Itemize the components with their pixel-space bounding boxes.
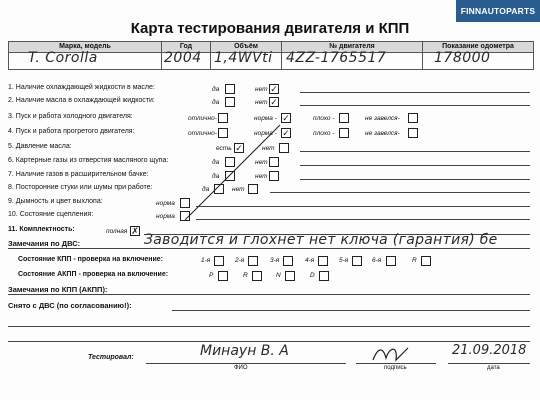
row-line bbox=[300, 165, 530, 166]
akpp-d-box[interactable] bbox=[319, 271, 329, 281]
opt-no: нет bbox=[232, 186, 245, 193]
opt-bad: плохо - bbox=[313, 130, 335, 137]
opt-no: нет bbox=[255, 159, 268, 166]
checkbox-bad[interactable] bbox=[339, 128, 349, 138]
gear-2: 2-я bbox=[235, 257, 245, 264]
brand-logo: FINNAUTOPARTS bbox=[456, 0, 540, 22]
opt-normal: норма - bbox=[254, 130, 277, 137]
akpp-n-box[interactable] bbox=[285, 271, 295, 281]
opt-absent: нет bbox=[262, 145, 275, 152]
akpp-n: N bbox=[276, 272, 281, 279]
check-11: 11. Комплектность: bbox=[8, 226, 75, 233]
akpp-r-box[interactable] bbox=[252, 271, 262, 281]
date-caption: дата bbox=[487, 365, 500, 371]
row-line bbox=[8, 326, 530, 327]
kpp-state-label: Состояние КПП - проверка на включение: bbox=[18, 256, 163, 263]
check-6: 6. Картерные газы из отверстия масляного щупа: bbox=[8, 157, 169, 164]
opt-yes: да bbox=[212, 159, 220, 166]
checkbox-no-checked[interactable]: ✓ bbox=[270, 97, 278, 107]
checkbox-no-checked[interactable]: ✓ bbox=[270, 84, 278, 94]
card-title: Карта тестирования двигателя и КПП bbox=[130, 20, 410, 37]
checkbox-bad[interactable] bbox=[339, 113, 349, 123]
checkbox-present-checked[interactable]: ✓ bbox=[235, 143, 243, 153]
opt-no: нет bbox=[255, 99, 268, 106]
opt-not-started: не завелся- bbox=[365, 130, 400, 137]
opt-yes: да bbox=[212, 99, 220, 106]
opt-complete: полная bbox=[106, 228, 128, 235]
checkbox-yes[interactable] bbox=[225, 97, 235, 107]
row-line bbox=[270, 192, 530, 193]
checkbox-yes[interactable] bbox=[225, 84, 235, 94]
check-10: 10. Состояние сцепления: bbox=[8, 211, 94, 218]
check-7: 7. Наличие газов в расширительном бачке: bbox=[8, 171, 149, 178]
opt-yes: да bbox=[212, 173, 220, 180]
opt-yes: да bbox=[212, 86, 220, 93]
col-odometer: Показание одометра bbox=[422, 41, 534, 53]
row-line bbox=[8, 341, 530, 342]
strike-line bbox=[180, 120, 300, 230]
opt-no: нет bbox=[255, 173, 268, 180]
check-1: 1. Наличие охлаждающей жидкости в масле: bbox=[8, 84, 155, 91]
sign-caption: подпись bbox=[384, 365, 407, 371]
checkbox-normal-checked[interactable]: ✓ bbox=[282, 113, 290, 123]
sign-line bbox=[356, 363, 436, 364]
col-volume: Объём bbox=[210, 41, 282, 53]
check-5: 5. Давление масла: bbox=[8, 143, 72, 150]
akpp-state-label: Состояние АКПП - проверка на включение: bbox=[18, 271, 169, 278]
col-engine-number: № двигателя bbox=[281, 41, 423, 53]
check-9: 9. Дымность и цвет выхлопа: bbox=[8, 198, 103, 205]
opt-normal: норма - bbox=[254, 115, 277, 122]
remarks-dvs-handwritten: Заводится и глохнет нет ключа (гарантия) бе bbox=[144, 232, 498, 248]
gear-3-box[interactable] bbox=[283, 256, 293, 266]
row-line bbox=[172, 310, 530, 311]
row-line bbox=[300, 105, 530, 106]
gear-5: 5-я bbox=[339, 257, 349, 264]
row-line bbox=[300, 179, 530, 180]
gear-4-box[interactable] bbox=[318, 256, 328, 266]
akpp-d: D bbox=[310, 272, 315, 279]
remarks-kpp-label: Замечания по КПП (АКПП): bbox=[8, 285, 108, 294]
name-line bbox=[146, 363, 346, 364]
year-value: 2004 bbox=[164, 50, 202, 66]
checkbox-not-started[interactable] bbox=[408, 128, 418, 138]
opt-normal: норма bbox=[156, 213, 175, 220]
opt-bad: плохо - bbox=[313, 115, 335, 122]
opt-normal: норма bbox=[156, 200, 175, 207]
opt-excellent: отлично- bbox=[188, 130, 217, 137]
fio-caption: ФИО bbox=[234, 365, 248, 371]
opt-yes: да bbox=[202, 186, 210, 193]
opt-no: нет bbox=[255, 86, 268, 93]
row-line bbox=[300, 92, 530, 93]
gear-r: R bbox=[412, 257, 417, 264]
check-8: 8. Посторонние стуки или шумы при работе: bbox=[8, 184, 153, 191]
checkbox-not-started[interactable] bbox=[408, 113, 418, 123]
volume-value: 1,4WVti bbox=[214, 50, 273, 66]
gear-1: 1-я bbox=[201, 257, 211, 264]
gear-3: 3-я bbox=[270, 257, 280, 264]
row-line bbox=[8, 294, 530, 295]
check-4: 4. Пуск и работа прогретого двигателя: bbox=[8, 128, 135, 135]
opt-not-started: не завелся- bbox=[365, 115, 400, 122]
tested-label: Тестировал: bbox=[88, 354, 134, 361]
check-2: 2. Наличие масла в охлаждающей жидкости: bbox=[8, 97, 155, 104]
col-year: Год bbox=[161, 41, 211, 53]
checkbox-complete-checked[interactable]: ✗ bbox=[131, 226, 139, 236]
row-line bbox=[300, 151, 530, 152]
gear-4: 4-я bbox=[305, 257, 315, 264]
check-3: 3. Пуск и работа холодного двигателя: bbox=[8, 113, 133, 120]
remarks-dvs-label: Замечания по ДВС: bbox=[8, 239, 81, 248]
opt-present: есть bbox=[216, 145, 232, 152]
gear-2-box[interactable] bbox=[248, 256, 258, 266]
gear-1-box[interactable] bbox=[214, 256, 224, 266]
akpp-p: P bbox=[209, 272, 214, 279]
tester-name-handwritten: Минаун В. А bbox=[200, 343, 289, 359]
col-make-model: Марка, модель bbox=[8, 41, 162, 53]
make-value: T. Corolla bbox=[28, 50, 98, 66]
row-line bbox=[8, 248, 530, 249]
gear-6-box[interactable] bbox=[386, 256, 396, 266]
gear-6: 6-я bbox=[372, 257, 382, 264]
odometer-value: 178000 bbox=[434, 50, 491, 66]
gear-r-box[interactable] bbox=[421, 256, 431, 266]
opt-excellent: отлично- bbox=[188, 115, 217, 122]
date-handwritten: 21.09.2018 bbox=[452, 343, 527, 358]
checkbox-normal-checked[interactable]: ✓ bbox=[282, 128, 290, 138]
engine-number-value: 4ZZ-1765517 bbox=[286, 50, 387, 66]
akpp-p-box[interactable] bbox=[218, 271, 228, 281]
removed-label: Снято с ДВС (по согласованию!): bbox=[8, 301, 132, 310]
date-line bbox=[448, 363, 530, 364]
akpp-r: R bbox=[243, 272, 248, 279]
gear-5-box[interactable] bbox=[352, 256, 362, 266]
